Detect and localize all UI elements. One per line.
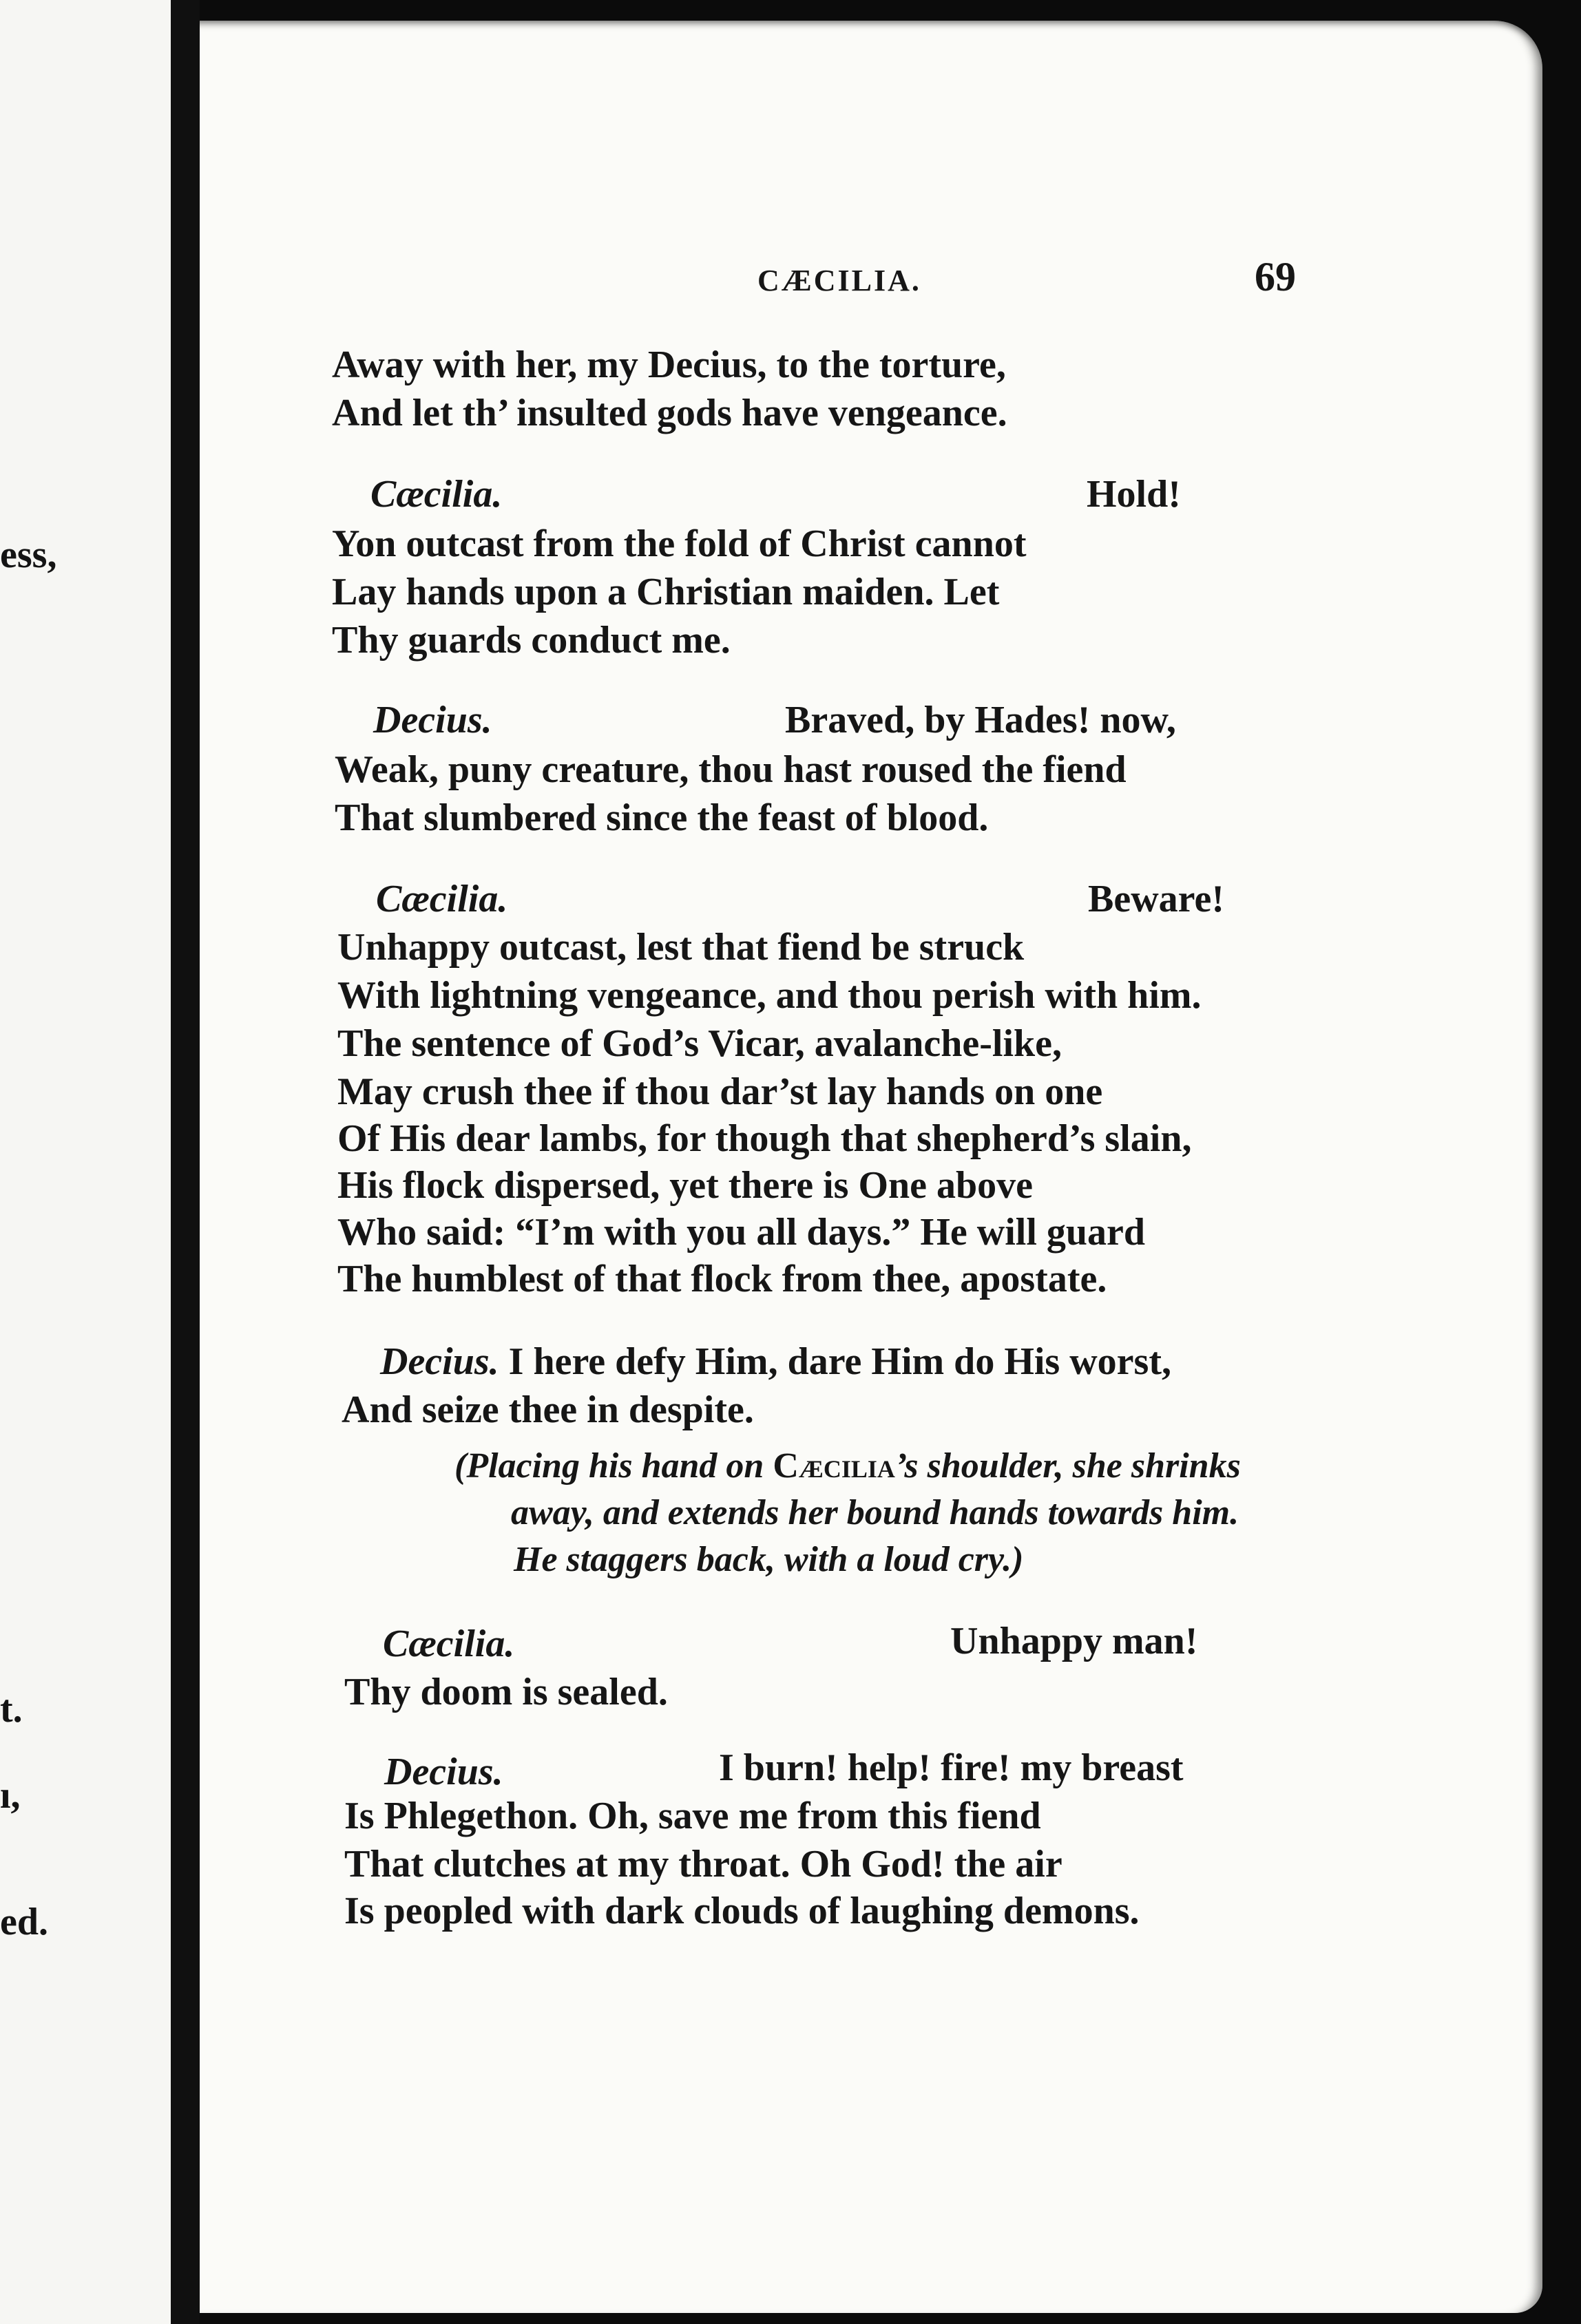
verse-line: Weak, puny creature, thou hast roused the fiend	[335, 748, 1127, 791]
verse-line: And let th’ insulted gods have vengeance.	[332, 392, 1007, 434]
stage-direction-line: away, and extends her bound hands towards him.	[511, 1493, 1239, 1532]
verse-line: Lay hands upon a Christian maiden. Let	[332, 571, 1000, 613]
verse-line: That slumbered since the feast of blood.	[335, 796, 989, 839]
verse-line: Who said: “I’m with you all days.” He will guard	[337, 1211, 1146, 1254]
stage-direction-text: (Placing his hand on	[454, 1446, 773, 1486]
verse-line: Away with her, my Decius, to the torture,	[332, 344, 1006, 386]
verse-line: With lightning vengeance, and thou perish with him.	[337, 974, 1202, 1017]
verse-line: Braved, by Hades! now,	[785, 699, 1176, 741]
verse-line: Is Phlegethon. Oh, save me from this fiend	[344, 1795, 1041, 1837]
verse-line: That clutches at my throat. Oh God! the air	[344, 1843, 1062, 1885]
verse-line: Is peopled with dark clouds of laughing demons.	[344, 1890, 1140, 1932]
verse-line: Unhappy man!	[950, 1620, 1198, 1662]
speaker-name: Cæcilia.	[370, 473, 503, 516]
character-name: Cæcilia	[773, 1446, 895, 1486]
speaker-name: Cæcilia.	[383, 1623, 515, 1665]
previous-page-fragment: ed.	[0, 1901, 48, 1943]
verse-text: I here defy Him, dare Him do His worst,	[508, 1340, 1171, 1383]
page-number: 69	[1255, 254, 1296, 299]
stage-direction-text: ’s shoulder, she shrinks	[894, 1446, 1241, 1486]
verse-line: Yon outcast from the fold of Christ cannot	[332, 522, 1027, 565]
verse-line: Beware!	[1088, 878, 1224, 920]
verse-line: His flock dispersed, yet there is One above	[337, 1164, 1034, 1207]
stage-direction-line: He staggers back, with a loud cry.)	[514, 1540, 1024, 1579]
verse-line: Thy doom is sealed.	[344, 1671, 668, 1713]
previous-page-fragment: ess,	[0, 534, 57, 576]
speaker-name: Decius.	[380, 1340, 499, 1383]
speaker-name: Cæcilia.	[376, 878, 508, 920]
verse-line: I burn! help! fire! my breast	[719, 1746, 1184, 1789]
verse-line: Thy guards conduct me.	[332, 619, 731, 662]
previous-page-edge	[0, 0, 171, 2324]
previous-page-fragment: t.	[0, 1688, 23, 1731]
speaker-name: Decius.	[373, 699, 492, 741]
verse-line: Hold!	[1087, 473, 1181, 516]
verse-line: The sentence of God’s Vicar, avalanche-like,	[337, 1022, 1062, 1065]
book-gutter	[171, 0, 200, 2324]
scan-border	[1542, 0, 1581, 2324]
running-title: CÆCILIA.	[757, 264, 921, 297]
previous-page-fragment: ı,	[0, 1774, 21, 1817]
verse-line: May crush thee if thou dar’st lay hands on one	[337, 1070, 1103, 1113]
verse-line: Of His dear lambs, for though that shepherd’s slain,	[337, 1117, 1192, 1160]
verse-line	[380, 1342, 1171, 1381]
stage-direction-line	[454, 1448, 1241, 1484]
verse-line: The humblest of that flock from thee, apostate.	[337, 1258, 1107, 1300]
verse-line: Unhappy outcast, lest that fiend be struck	[337, 926, 1025, 969]
speaker-name: Decius.	[384, 1751, 503, 1793]
verse-line: And seize thee in despite.	[342, 1388, 754, 1431]
